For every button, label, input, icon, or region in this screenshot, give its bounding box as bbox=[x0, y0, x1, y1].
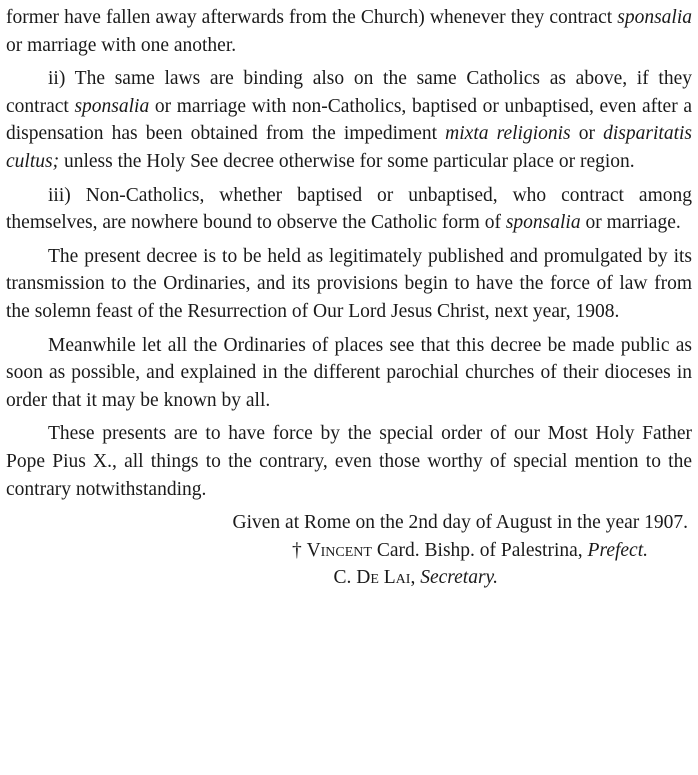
paragraph-meanwhile bbox=[6, 332, 692, 415]
italic-term: sponsalia bbox=[74, 95, 150, 117]
paragraph-presents bbox=[6, 420, 692, 503]
secretary-initial: C. bbox=[333, 567, 352, 589]
secretary-role: Secretary. bbox=[420, 567, 498, 589]
text-run: ii) The same laws are binding also on the same Catholics as above, if they contract bbox=[6, 68, 692, 117]
italic-term: disparitatis cultus; bbox=[6, 123, 692, 172]
prefect-name: Vincent bbox=[306, 539, 372, 561]
text-run: or marriage. bbox=[580, 212, 681, 234]
italic-term: sponsalia bbox=[505, 212, 581, 234]
text-run: or marriage with non-Catholics, baptised or unbaptised, even after a dispensation has been obtained from the impediment bbox=[6, 95, 692, 145]
paragraph-promulgation bbox=[6, 243, 692, 326]
text-run: iii) Non-Catholics, whether baptised or unbaptised, who contract among themselves, are nowhere bound to observe the Catholic form of bbox=[6, 184, 692, 234]
text-run: or marriage with one another. bbox=[6, 34, 237, 56]
text-run: The present decree is to be held as legitimately published and promulgated by its transmission to the Ordinaries, and its provisions begin to have the force of law from the solemn feast of the Resurrection of Our Lord Jesus Christ, next year, 1908. bbox=[6, 245, 692, 322]
italic-term: sponsalia bbox=[617, 7, 692, 28]
text-run: unless the Holy See decree otherwise for some particular place or region. bbox=[59, 150, 635, 172]
document-page bbox=[6, 4, 692, 592]
text-run: former have fallen away afterwards from the Church) whenever they contract bbox=[6, 7, 618, 28]
date-line: Given at Rome on the 2nd day of August in the year 1907. bbox=[232, 512, 688, 534]
italic-term: mixta religionis bbox=[445, 123, 571, 145]
text-run: or bbox=[570, 123, 604, 145]
cross-symbol: † bbox=[291, 539, 302, 561]
paragraph-iii bbox=[6, 182, 692, 237]
secretary-name: De Lai, bbox=[356, 567, 416, 589]
prefect-title: Card. Bishp. of Palestrina, bbox=[376, 539, 583, 561]
prefect-signature bbox=[6, 537, 692, 565]
prefect-role: Prefect. bbox=[587, 539, 648, 561]
secretary-signature bbox=[6, 564, 692, 592]
paragraph-ii bbox=[6, 65, 692, 175]
text-run: Meanwhile let all the Ordinaries of places see that this decree be made public as soon as possible, and explained in the different parochial churches of their dioceses in order that it may be known by all. bbox=[6, 334, 692, 411]
paragraph-continuation bbox=[6, 4, 692, 59]
text-run: These presents are to have force by the special order of our Most Holy Father Pope Pius X., all things to the contrary, even those worthy of special mention to the contrary notwithstanding. bbox=[6, 423, 692, 500]
